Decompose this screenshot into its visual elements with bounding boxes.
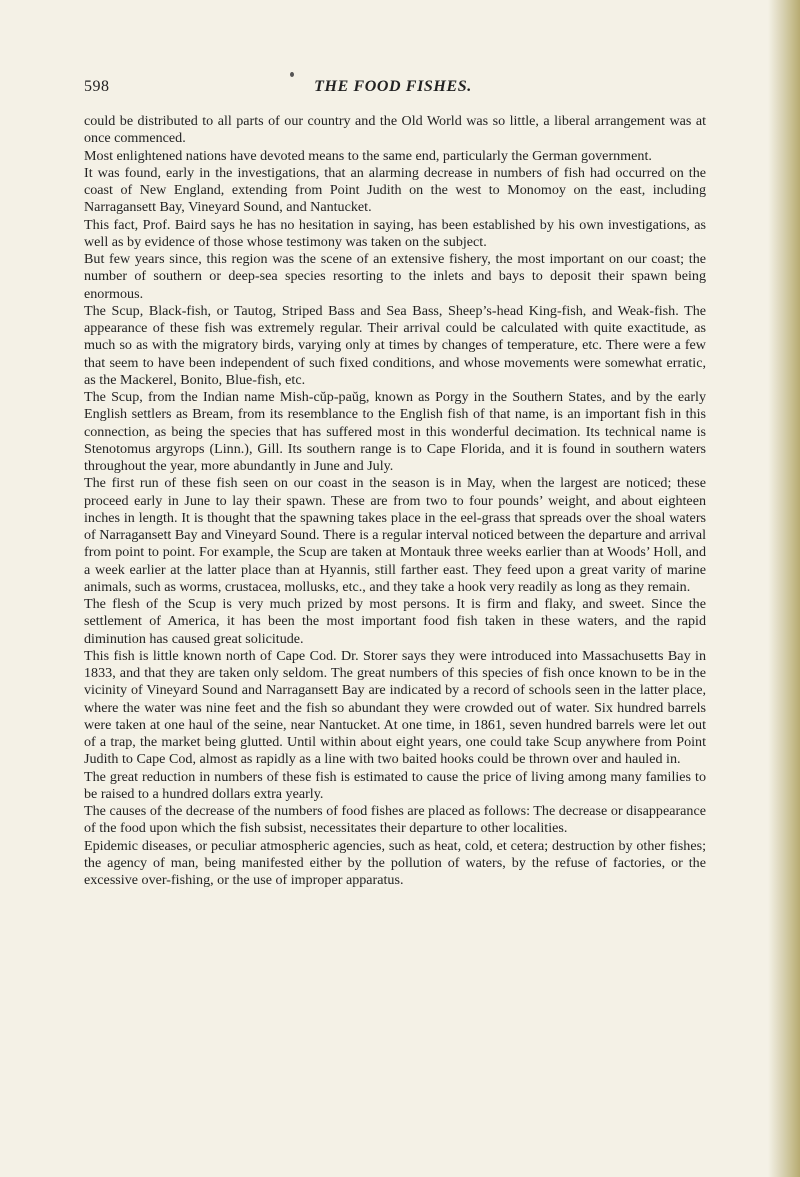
paragraph: Most enlightened nations have devoted means to the same end, particularly the German government. (84, 147, 652, 164)
paragraph: It was found, early in the investigations, that an alarming decrease in numbers of fish had occurred on the coast of New England, extending from Point Judith on the west to Monomoy on the east, including Narragansett Bay, Vineyard Sound, and Nantucket. (84, 164, 706, 216)
paragraph: The causes of the decrease of the numbers of food fishes are placed as follows: The decrease or disappearance of the food upon which the fish subsist, necessitates their departure to other localities. (84, 803, 706, 837)
page-number: 598 (84, 78, 110, 95)
running-title: THE FOOD FISHES. (314, 78, 472, 95)
paragraph: But few years since, this region was the scene of an extensive fishery, the most important on our coast; the number of southern or deep-sea species resorting to the inlets and bays to deposit their spawn being enormous. (84, 251, 706, 302)
paragraph: The Scup, from the Indian name Mish-cŭp-paŭg, known as Porgy in the Southern States, and by the early English settlers as Bream, from its resemblance to the English fish of that name, is an important fish in this connection, as being the species that has suffered most in this wonderful decimation. Its technical name is Stenotomus argyrops (Linn.), Gill. Its southern range is to Cape Florida, and it is found in southern waters throughout the year, more abundantly in June and July. (84, 389, 706, 474)
paragraph: This fish is little known north of Cape Cod. Dr. Storer says they were introduced into Massachusetts Bay in 1833, and that they are taken only seldom. The great numbers of this species of fish once known to be in the vicinity of Vineyard Sound and Narragansett Bay are indicated by a record of schools seen in the latter place, where the water was nine feet and the fish so abundant they were crowded out of water. Six hundred barrels were taken at one haul of the seine, near Nantucket. At one time, in 1861, seven hundred barrels were let out of a trap, the market being glutted. Until within about eight years, one could take Scup anywhere from Point Judith to Cape Cod, almost as rapidly as a line with two baited hooks could be thrown over and hauled in. (84, 647, 706, 768)
page-header (84, 78, 702, 100)
paragraph: The flesh of the Scup is very much prized by most persons. It is firm and flaky, and sweet. Since the settlement of America, it has been the most important food fish taken in these waters, and the rapid diminution has caused great solicitude. (84, 596, 706, 647)
paragraph: could be distributed to all parts of our country and the Old World was so little, a liberal arrangement was at once commenced. (84, 113, 706, 147)
print-mark (290, 72, 294, 77)
paragraph: Epidemic diseases, or peculiar atmospheric agencies, such as heat, cold, et cetera; destruction by other fishes; the agency of man, being manifested either by the pollution of waters, by the refuse of factories, or the excessive over-fishing, or the use of improper apparatus. (84, 837, 706, 888)
page-edge-shadow (768, 0, 800, 1177)
paragraph: The great reduction in numbers of these fish is estimated to cause the price of living among many families to be raised to a hundred dollars extra yearly. (84, 768, 706, 802)
paragraph: The Scup, Black-fish, or Tautog, Striped Bass and Sea Bass, Sheep’s-head King-fish, and Weak-fish. The appearance of these fish was extremely regular. Their arrival could be calculated with quite exactitude, as much so as with the migratory birds, varying only at times by changes of temperature, etc. There were a few that seem to have been independent of such fixed conditions, and whose movements were somewhat erratic, as the Mackerel, Bonito, Blue-fish, etc. (84, 302, 706, 388)
body-text (84, 113, 706, 889)
paragraph: This fact, Prof. Baird says he has no hesitation in saying, has been established by his own investigations, as well as by evidence of those whose testimony was taken on the subject. (84, 216, 706, 250)
paragraph: The first run of these fish seen on our coast in the season is in May, when the largest are noticed; these proceed early in June to lay their spawn. These are from two to four pounds’ weight, and about eighteen inches in length. It is thought that the spawning takes place in the eel-grass that spreads over the shoal waters of Narragansett Bay and Vineyard Sound. There is a regular interval noticed between the departure and arrival from point to point. For example, the Scup are taken at Montauk three weeks earlier than at Woods’ Holl, and a week earlier at the latter place than at Hyannis, still farther east. They feed upon a great varity of marine animals, such as worms, crustacea, mollusks, etc., and they take a hook very readily as long as they remain. (84, 475, 706, 595)
